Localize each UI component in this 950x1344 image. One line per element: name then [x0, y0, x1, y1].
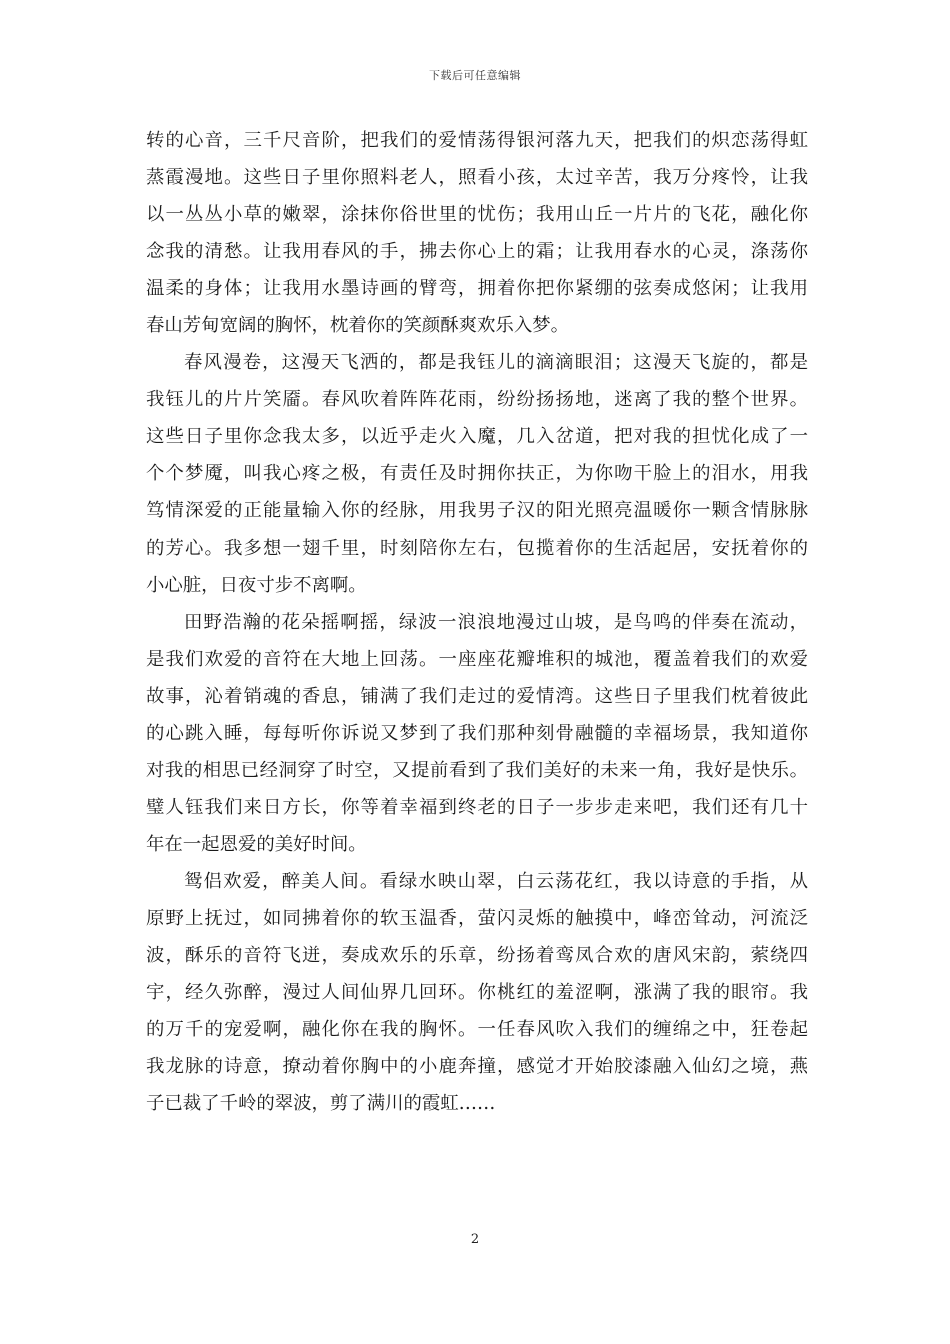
text-line: 子已裁了千岭的翠波，剪了满川的霞虹……: [146, 1093, 496, 1115]
text-line: 春山芳甸宽阔的胸怀，枕着你的笑颜酥爽欢乐入梦。: [146, 315, 569, 337]
page-number: 2: [470, 1232, 480, 1247]
document-body: [146, 122, 808, 1122]
paragraph-1: [146, 122, 808, 344]
text-line: 这些日子里你念我太多，以近乎走火入魔，几入岔道，把对我的担忧化成了一: [146, 426, 808, 448]
text-line: 年在一起恩爱的美好时间。: [146, 833, 367, 855]
text-line: 璧人钰我们来日方长，你等着幸福到终老的日子一步步走来吧，我们还有几十: [146, 796, 808, 818]
text-line: 波，酥乐的音符飞迸，奏成欢乐的乐章，纷扬着鸾凤合欢的唐风宋韵，萦绕四: [146, 945, 808, 967]
text-line: 转的心音，三千尺音阶，把我们的爱情荡得银河落九天，把我们的炽恋荡得虹: [146, 130, 808, 151]
text-line: 我钰儿的片片笑靥。春风吹着阵阵花雨，纷纷扬扬地，迷离了我的整个世界。: [146, 389, 808, 411]
text-line: 以一丛丛小草的嫩翠，涂抹你俗世里的忧伤；我用山丘一片片的飞花，融化你: [146, 204, 808, 226]
text-line: 宇，经久弥醉，漫过人间仙界几回环。你桃红的羞涩啊，涨满了我的眼帘。我: [146, 982, 808, 1004]
text-line: 个个梦魇，叫我心疼之极，有责任及时拥你扶正，为你吻干脸上的泪水，用我: [146, 463, 808, 485]
text-line: 我龙脉的诗意，撩动着你胸中的小鹿奔撞，感觉才开始胶漆融入仙幻之境，燕: [146, 1056, 808, 1078]
text-line: 的心跳入睡，每每听你诉说又梦到了我们那种刻骨融髓的幸福场景，我知道你: [146, 722, 808, 744]
text-line: 笃情深爱的正能量输入你的经脉，用我男子汉的阳光照亮温暖你一颗含情脉脉: [146, 500, 808, 522]
text-line: 田野浩瀚的花朵摇啊摇，绿波一浪浪地漫过山坡，是鸟鸣的伴奏在流动，: [184, 611, 808, 633]
text-line: 温柔的身体；让我用水墨诗画的臂弯，拥着你把你紧绷的弦奏成悠闲；让我用: [146, 278, 808, 300]
page-header: 下载后可任意编辑: [429, 69, 521, 82]
text-line: 的芳心。我多想一翅千里，时刻陪你左右，包揽着你的生活起居，安抚着你的: [146, 537, 808, 559]
text-line: 的万千的宠爱啊，融化你在我的胸怀。一任春风吹入我们的缠绵之中，狂卷起: [146, 1019, 808, 1041]
text-line: 原野上抚过，如同拂着你的软玉温香，萤闪灵烁的触摸中，峰峦耸动，河流泛: [146, 907, 808, 929]
paragraph-3: [146, 604, 808, 863]
text-line: 小心脏，日夜寸步不离啊。: [146, 574, 367, 596]
text-line: 对我的相思已经洞穿了时空，又提前看到了我们美好的未来一角，我好是快乐。: [146, 759, 808, 781]
text-line: 是我们欢爱的音符在大地上回荡。一座座花瓣堆积的城池，覆盖着我们的欢爱: [146, 648, 808, 670]
text-line: 故事，沁着销魂的香息，铺满了我们走过的爱情湾。这些日子里我们枕着彼此: [146, 685, 808, 707]
paragraph-4: [146, 863, 808, 1122]
text-line: 蒸霞漫地。这些日子里你照料老人，照看小孩，太过辛苦，我万分疼怜，让我: [146, 167, 808, 189]
paragraph-2: [146, 344, 808, 603]
text-line: 念我的清愁。让我用春风的手，拂去你心上的霜；让我用春水的心灵，涤荡你: [146, 241, 808, 263]
text-line: 鸳侣欢爱，醉美人间。看绿水映山翠，白云荡花红，我以诗意的手指，从: [184, 870, 808, 892]
text-line: 春风漫卷，这漫天飞洒的，都是我钰儿的滴滴眼泪；这漫天飞旋的，都是: [184, 352, 808, 374]
